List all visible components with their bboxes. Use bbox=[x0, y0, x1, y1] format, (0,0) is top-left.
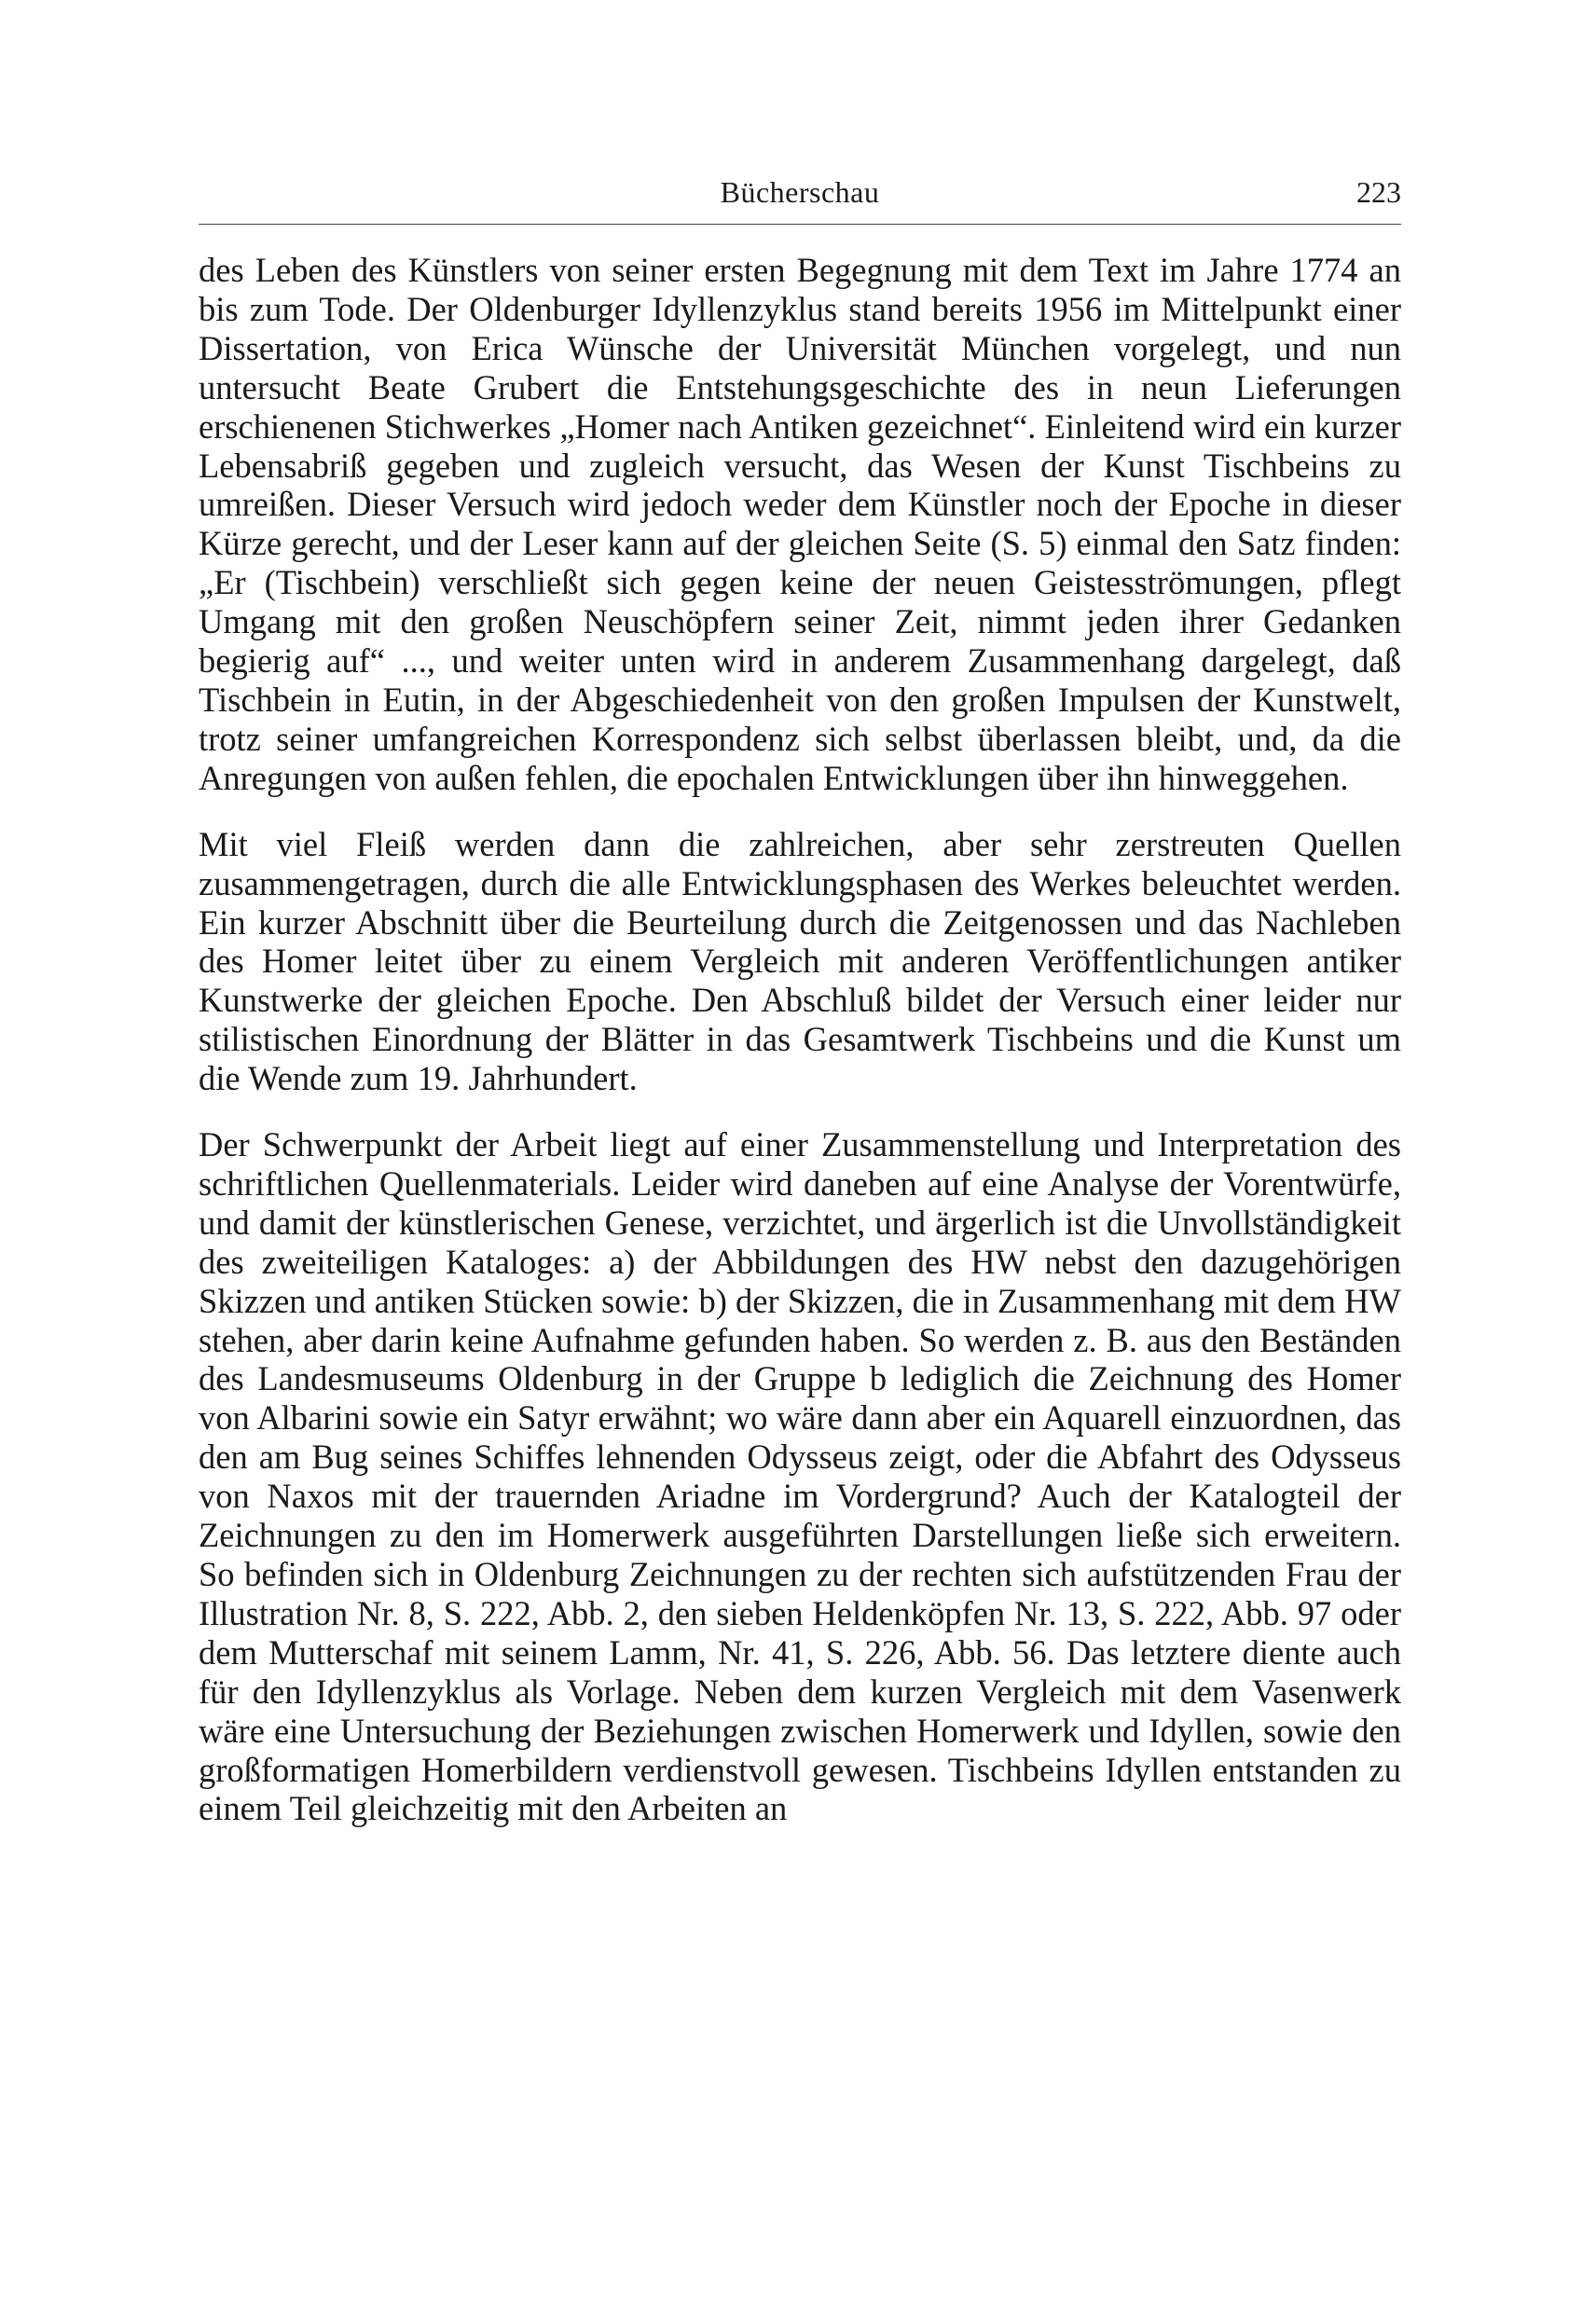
book-page bbox=[199, 168, 1401, 1855]
paragraph-2: Mit viel Fleiß werden dann die zahlreichen, aber sehr zerstreuten Quellen zusammengetragen, durch die alle Entwicklungsphasen des Werkes beleuchtet werden. Ein kurzer Abschnitt über die Beurteilung durch die Zeitgenossen und das Nachleben des Homer leitet über zu einem Vergleich mit anderen Veröffentlichungen antiker Kunstwerke der gleichen Epoche. Den Abschluß bildet der Versuch einer leider nur stilistischen Einordnung der Blätter in das Gesamtwerk Tischbeins und die Kunst um die Wende zum 19. Jahrhundert. bbox=[199, 824, 1401, 1098]
paragraph-1: des Leben des Künstlers von seiner ersten Begegnung mit dem Text im Jahre 1774 an bis zum Tode. Der Oldenburger Idyllenzyklus stand bereits 1956 im Mittelpunkt einer Dissertation, von Erica Wünsche der Universität München vorgelegt, und nun untersucht Beate Grubert die Entstehungsgeschichte des in neun Lieferungen erschienenen Stichwerkes „Homer nach Antiken gezeichnet“. Einleitend wird ein kurzer Lebensabriß gegeben und zugleich versucht, das Wesen der Kunst Tischbeins zu umreißen. Dieser Versuch wird jedoch weder dem Künstler noch der Epoche in dieser Kürze gerecht, und der Leser kann auf der gleichen Seite (S. 5) einmal den Satz finden: „Er (Tischbein) verschließt sich gegen keine der neuen Geistesströmungen, pflegt Umgang mit den großen Neuschöpfern seiner Zeit, nimmt jeden ihrer Gedanken begierig auf“ ..., und weiter unten wird in anderem Zusammenhang dargelegt, daß Tischbein in Eutin, in der Abgeschiedenheit von den großen Impulsen der Kunstwelt, trotz seiner umfangreichen Korrespondenz sich selbst überlassen bleibt, und, da die Anregungen von außen fehlen, die epochalen Entwicklungen über ihn hinweggehen. bbox=[199, 251, 1401, 797]
running-title: Bücherschau bbox=[720, 175, 880, 209]
paragraph-3: Der Schwerpunkt der Arbeit liegt auf einer Zusammenstellung und Interpretation des schriftlichen Quellenmaterials. Leider wird daneben auf eine Analyse der Vorentwürfe, und damit der künstlerischen Genese, verzichtet, und ärgerlich ist die Unvollständigkeit des zweiteiligen Kataloges: a) der Abbildungen des HW nebst den dazugehörigen Skizzen und antiken Stücken sowie: b) der Skizzen, die in Zusammenhang mit dem HW stehen, aber darin keine Aufnahme gefunden haben. So werden z. B. aus den Beständen des Landesmuseums Oldenburg in der Gruppe b lediglich die Zeichnung des Homer von Albarini sowie ein Satyr erwähnt; wo wäre dann aber ein Aquarell einzuordnen, das den am Bug seines Schiffes lehnenden Odysseus zeigt, oder die Abfahrt des Odysseus von Naxos mit der trauernden Ariadne im Vordergrund? Auch der Katalogteil der Zeichnungen zu den im Homerwerk ausgeführten Darstellungen ließe sich erweitern. So befinden sich in Oldenburg Zeichnungen zu der rechten sich aufstützenden Frau der Illustration Nr. 8, S. 222, Abb. 2, den sieben Heldenköpfen Nr. 13, S. 222, Abb. 97 oder dem Mutterschaf mit seinem Lamm, Nr. 41, S. 226, Abb. 56. Das letztere diente auch für den Idyllenzyklus als Vorlage. Neben dem kurzen Vergleich mit dem Vasenwerk wäre eine Untersuchung der Beziehungen zwischen Homerwerk und Idyllen, sowie den großformatigen Homerbildern verdienstvoll gewesen. Tischbeins Idyllen entstanden zu einem Teil gleichzeitig mit den Arbeiten an bbox=[199, 1125, 1401, 1828]
running-header bbox=[199, 168, 1401, 225]
page-number: 223 bbox=[1356, 175, 1401, 209]
body-text bbox=[199, 251, 1401, 1828]
